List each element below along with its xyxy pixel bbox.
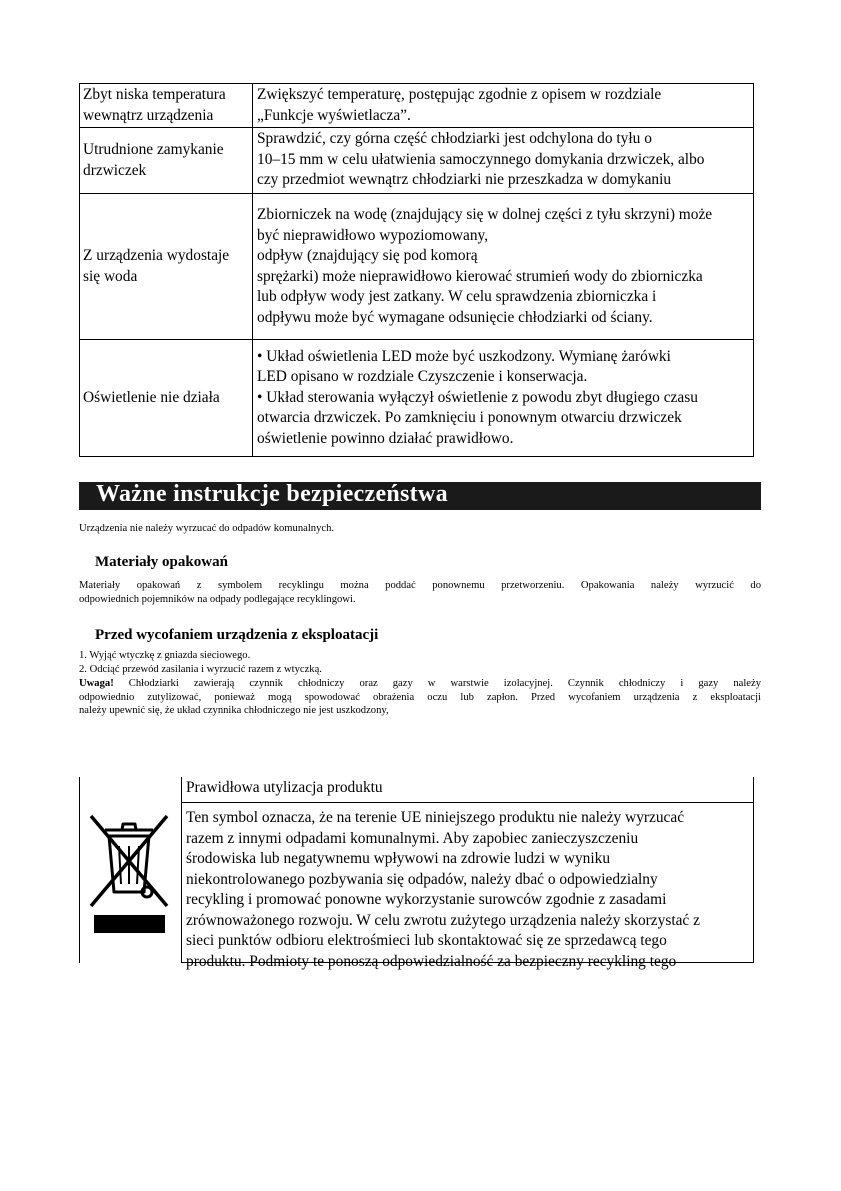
problem-cell — [80, 128, 253, 194]
problem-line: wewnątrz urządzenia — [83, 106, 214, 124]
troubleshooting-table — [79, 83, 754, 457]
table-row — [80, 128, 754, 194]
weee-line: razem z innymi odpadami komunalnymi. Aby zapobiec zanieczyszczeniu — [186, 829, 639, 847]
paragraph-line: Materiały opakowań z symbolem recyklingu można poddać ponownemu przetworzeniu. Opakowania należy wyrzucić do — [79, 580, 761, 591]
solution-line: • Układ sterowania wyłączył oświetlenie z powodu zbyt długiego czasu — [257, 388, 698, 406]
problem-cell — [80, 340, 253, 457]
weee-line: zrównoważonego rozwoju. W celu zwrotu zużytego urządzenia należy skorzystać z — [186, 911, 700, 929]
weee-line: recykling i promować ponowne wykorzystanie surowców zgodnie z zasadami — [186, 891, 667, 908]
problem-line: drzwiczek — [83, 161, 147, 179]
problem-line: Zbyt niska temperatura — [83, 86, 226, 103]
problem-cell — [80, 84, 253, 128]
weee-line: środowiska lub negatywnemu wpływowi na zdrowie ludzi w wyniku — [186, 850, 611, 867]
problem-cell — [80, 194, 253, 340]
table-row — [80, 340, 754, 457]
paragraph-line: należy upewnić się, że układ czynnika chłodniczego nie jest uszkodzony, — [79, 705, 389, 716]
paragraph-line: odpowiednio zutylizować, ponieważ mogą spowodować obrażenia oczu lub zapłon. Przed wycofaniem urządzenia z eksploatacji — [79, 691, 761, 703]
packaging-paragraph — [79, 579, 761, 606]
problem-line: Oświetlenie nie działa — [83, 388, 220, 406]
disposal-note: Urządzenia nie należy wyrzucać do odpadów komunalnych. — [79, 523, 335, 534]
divider — [753, 777, 754, 963]
banner-title: Ważne instrukcje bezpieczeństwa — [96, 481, 448, 507]
solution-line: Sprawdzić, czy górna część chłodziarki jest odchylona do tyłu o — [257, 130, 652, 147]
solution-line: Zbiorniczek na wodę (znajdujący się w dolnej części z tyłu skrzyni) może — [257, 206, 713, 223]
paragraph-line: odpowiednich pojemników na odpady podlegające recyklingowi. — [79, 593, 356, 605]
solution-line: „Funkcje wyświetlacza”. — [257, 106, 411, 124]
solution-cell — [253, 84, 754, 128]
solution-line: odpływu może być wymagane odsunięcie chłodziarki od ściany. — [257, 308, 653, 326]
weee-line: niekontrolowanego pozbywania się odpadów, należy dbać o odpowiedzialny — [186, 870, 658, 888]
problem-line: Z urządzenia wydostaje — [83, 247, 230, 264]
step-item: 1. Wyjąć wtyczkę z gniazda sieciowego. — [79, 650, 251, 661]
solution-cell — [253, 128, 754, 194]
divider — [181, 802, 754, 803]
solution-line: 10–15 mm w celu ułatwienia samoczynnego domykania drzwiczek, albo — [257, 150, 705, 168]
divider — [181, 777, 182, 963]
solution-line: sprężarki) może nieprawidłowo kierować strumień wody do zbiorniczka — [257, 267, 703, 285]
problem-line: Utrudnione zamykanie — [83, 141, 224, 158]
solution-line: być nieprawidłowo wypoziomowany, — [257, 226, 489, 244]
solid-bar — [94, 915, 165, 933]
problem-line: się woda — [83, 267, 138, 285]
table-row — [80, 194, 754, 340]
weee-line: produktu. Podmioty te ponoszą odpowiedzialność za bezpieczny recykling tego — [186, 952, 677, 970]
weee-line: sieci punktów odbioru elektrośmieci lub skontaktować się ze sprzedawcą tego — [186, 932, 667, 949]
warning-paragraph — [79, 677, 761, 718]
packaging-heading: Materiały opakowań — [95, 554, 228, 570]
warning-label: Uwaga! — [79, 678, 114, 689]
weee-box — [79, 777, 754, 970]
solution-line: lub odpływ wody jest zatkany. W celu sprawdzenia zbiorniczka i — [257, 288, 657, 305]
solution-line: oświetlenie powinno działać prawidłowo. — [257, 429, 514, 447]
divider — [79, 777, 80, 963]
solution-line: odpływ (znajdujący się pod komorą — [257, 247, 478, 264]
paragraph-line — [79, 677, 761, 691]
solution-line: czy przedmiot wewnątrz chłodziarki nie przeszkadza w domykaniu — [257, 171, 672, 188]
weee-title: Prawidłowa utylizacja produktu — [186, 779, 383, 796]
crossed-out-wheelie-bin-icon — [83, 806, 175, 916]
table-row — [80, 84, 754, 128]
warning-text: Chłodziarki zawierają czynnik chłodniczy oraz gazy w warstwie izolacyjnej. Czynnik chłodniczy i gazy należy — [113, 678, 761, 689]
solution-line: otwarcia drzwiczek. Po zamknięciu i ponownym otwarciu drzwiczek — [257, 409, 682, 427]
solution-cell — [253, 340, 754, 457]
step-item: 2. Odciąć przewód zasilania i wyrzucić razem z wtyczką. — [79, 664, 322, 675]
solution-line: • Układ oświetlenia LED może być uszkodzony. Wymianę żarówki — [257, 347, 671, 365]
weee-body — [186, 808, 700, 972]
solution-line: LED opisano w rozdziale Czyszczenie i konserwacja. — [257, 368, 588, 386]
weee-line: Ten symbol oznacza, że na terenie UE niniejszego produktu nie należy wyrzucać — [186, 809, 685, 826]
solution-line: Zwiększyć temperaturę, postępując zgodnie z opisem w rozdziale — [257, 86, 662, 103]
section-banner — [79, 482, 761, 510]
solution-cell — [253, 194, 754, 340]
decommission-heading: Przed wycofaniem urządzenia z eksploatacji — [95, 627, 379, 643]
